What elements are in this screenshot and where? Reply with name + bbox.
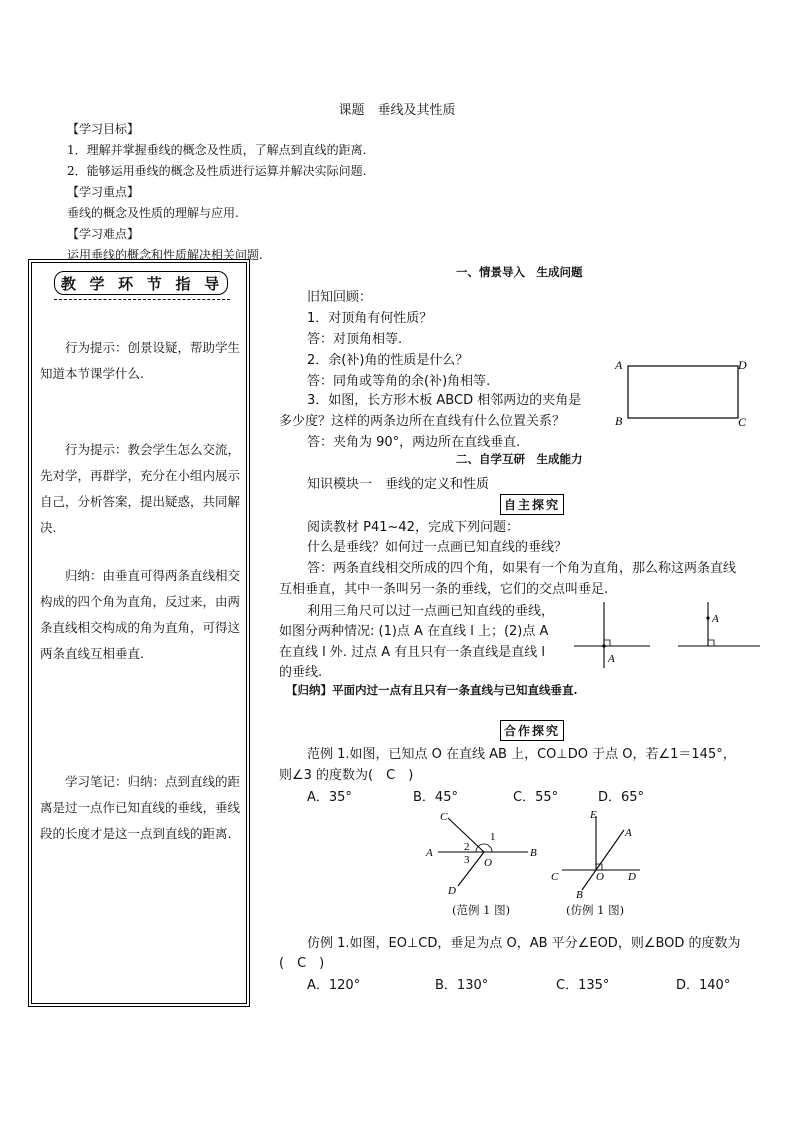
angle-3-label: 3 bbox=[464, 854, 470, 866]
example-1-option-b: B．45° bbox=[413, 790, 458, 805]
cooperative-study-label: 合作探究 bbox=[500, 720, 564, 741]
answer-1: 答：对顶角相等. bbox=[307, 332, 403, 347]
question-1: 1．对顶角有何性质？ bbox=[307, 311, 433, 326]
paragraph-5-line2: 如图分两种情况: (1)点 A 在直线 l 上；(2)点 A bbox=[279, 624, 549, 639]
difficulty-header: 【学习难点】 bbox=[67, 227, 140, 241]
answer-3: 答：夹角为 90°，两边所在直线垂直. bbox=[307, 435, 521, 450]
label-b: B bbox=[615, 414, 623, 428]
self-study-label: 自主探究 bbox=[500, 494, 564, 515]
section-2-heading: 二、自学互研 生成能力 bbox=[456, 452, 583, 466]
sidebar-summary: 归纳：由垂直可得两条直线相交构成的四个角为直角，反过来，由两条直线相交构成的角为直角，可得这两条直线互相垂直. bbox=[40, 568, 241, 661]
page-title: 课题 垂线及其性质 bbox=[338, 103, 456, 118]
review-label: 旧知回顾： bbox=[307, 290, 373, 305]
rectangle-abcd-figure bbox=[612, 352, 762, 434]
perpendicular-case-2-figure bbox=[676, 600, 762, 654]
practice-1-option-c: C．135° bbox=[556, 978, 610, 993]
question-4: 什么是垂线？如何过一点画已知直线的垂线？ bbox=[307, 540, 568, 555]
point-b-label: B bbox=[530, 847, 537, 859]
focus-header: 【学习重点】 bbox=[67, 185, 140, 199]
difficulty-text: 运用垂线的概念和性质解决相关问题. bbox=[67, 248, 263, 262]
sidebar-divider bbox=[54, 299, 230, 300]
point-b-label: B bbox=[576, 889, 583, 901]
goal-2: 2．能够运用垂线的概念及性质进行运算并解决实际问题. bbox=[67, 164, 367, 178]
goals-header: 【学习目标】 bbox=[67, 122, 140, 136]
goal-1: 1．理解并掌握垂线的概念及性质，了解点到直线的距离. bbox=[67, 143, 367, 157]
point-a-label: A bbox=[712, 613, 719, 625]
example-1-figure bbox=[420, 808, 550, 902]
practice-1-option-b: B．130° bbox=[435, 978, 489, 993]
sidebar-title-char: 指 bbox=[175, 274, 193, 293]
paragraph-5-line1: 利用三角尺可以过一点画已知直线的垂线， bbox=[307, 604, 555, 619]
sidebar-title-char: 导 bbox=[204, 274, 222, 293]
sidebar-title-char: 教 bbox=[60, 274, 78, 293]
example-1-line2: 则∠3 的度数为( C ) bbox=[279, 768, 414, 783]
paragraph-5-line3: 在直线 l 外. 过点 A 有且只有一条直线是直线 l bbox=[279, 645, 546, 660]
point-d-label: D bbox=[628, 871, 636, 883]
example-1-caption: (范例 1 图) bbox=[452, 903, 511, 917]
example-1-option-d: D．65° bbox=[598, 790, 645, 805]
sidebar-title-char: 节 bbox=[146, 274, 164, 293]
sidebar-title-char: 学 bbox=[89, 274, 107, 293]
practice-1-option-d: D．140° bbox=[676, 978, 731, 993]
sidebar-title-char: 环 bbox=[118, 274, 136, 293]
question-3-line2: 多少度？这样的两条边所在直线有什么位置关系？ bbox=[279, 414, 566, 429]
point-c-label: C bbox=[440, 811, 448, 823]
sidebar-hint-1: 行为提示：创景设疑，帮助学生知道本节课学什么. bbox=[40, 340, 241, 381]
answer-4-line1: 答：两条直线相交所成的四个角，如果有一个角为直角，那么称这两条直线 bbox=[307, 561, 737, 576]
practice-1-figure bbox=[548, 806, 648, 902]
reading-instruction: 阅读教材 P41~42，完成下列问题： bbox=[307, 520, 519, 535]
sidebar-hint-2: 行为提示：教会学生怎么交流，先对学，再群学，充分在小组内展示自己，分析答案，提出疑惑，共同解决. bbox=[40, 442, 241, 535]
point-e-label: E bbox=[590, 809, 597, 821]
point-o-label: O bbox=[596, 871, 604, 883]
practice-1-caption: (仿例 1 图) bbox=[566, 903, 625, 917]
practice-1-line1: 仿例 1.如图，EO⊥CD，垂足为点 O，AB 平分∠EOD，则∠BOD 的度数为 bbox=[307, 936, 741, 951]
point-c-label: C bbox=[551, 871, 559, 883]
module-1-title: 知识模块一 垂线的定义和性质 bbox=[307, 477, 490, 492]
practice-1-line2: ( C ) bbox=[279, 956, 325, 971]
perpendicular-case-1-figure bbox=[572, 600, 652, 672]
point-a-label: A bbox=[426, 847, 433, 859]
practice-1-option-a: A．120° bbox=[307, 978, 361, 993]
example-1-option-a: A．35° bbox=[307, 790, 352, 805]
point-a-label: A bbox=[625, 827, 632, 839]
focus-text: 垂线的概念及性质的理解与应用. bbox=[67, 206, 239, 220]
point-d-label: D bbox=[448, 885, 456, 897]
sidebar-title bbox=[54, 271, 228, 295]
point-o-label: O bbox=[484, 857, 492, 869]
answer-4-line2: 互相垂直，其中一条叫另一条的垂线，它们的交点叫垂足. bbox=[279, 582, 609, 597]
angle-1-label: 1 bbox=[490, 831, 496, 843]
example-1-line1: 范例 1.如图，已知点 O 在直线 AB 上，CO⊥DO 于点 O，若∠1＝145°， bbox=[307, 747, 736, 762]
summary-rule: 【归纳】平面内过一点有且只有一条直线与已知直线垂直. bbox=[286, 683, 578, 697]
teaching-guide-sidebar bbox=[31, 262, 247, 1004]
paragraph-5-line4: 的垂线. bbox=[279, 665, 323, 680]
question-3-line1: 3．如图，长方形木板 ABCD 相邻两边的夹角是 bbox=[307, 393, 582, 408]
question-2: 2．余(补)角的性质是什么？ bbox=[307, 353, 469, 368]
point-a-label: A bbox=[608, 653, 615, 665]
sidebar-notes: 学习笔记：归纳：点到直线的距离是过一点作已知直线的垂线，垂线段的长度才是这一点到直线的距离. bbox=[40, 774, 241, 841]
label-c: C bbox=[738, 415, 747, 429]
angle-2-label: 2 bbox=[464, 841, 470, 853]
example-1-option-c: C．55° bbox=[513, 790, 559, 805]
label-a: A bbox=[615, 358, 623, 372]
section-1-heading: 一、情景导入 生成问题 bbox=[456, 265, 583, 279]
label-d: D bbox=[738, 358, 747, 372]
answer-2: 答：同角或等角的余(补)角相等. bbox=[307, 374, 491, 389]
